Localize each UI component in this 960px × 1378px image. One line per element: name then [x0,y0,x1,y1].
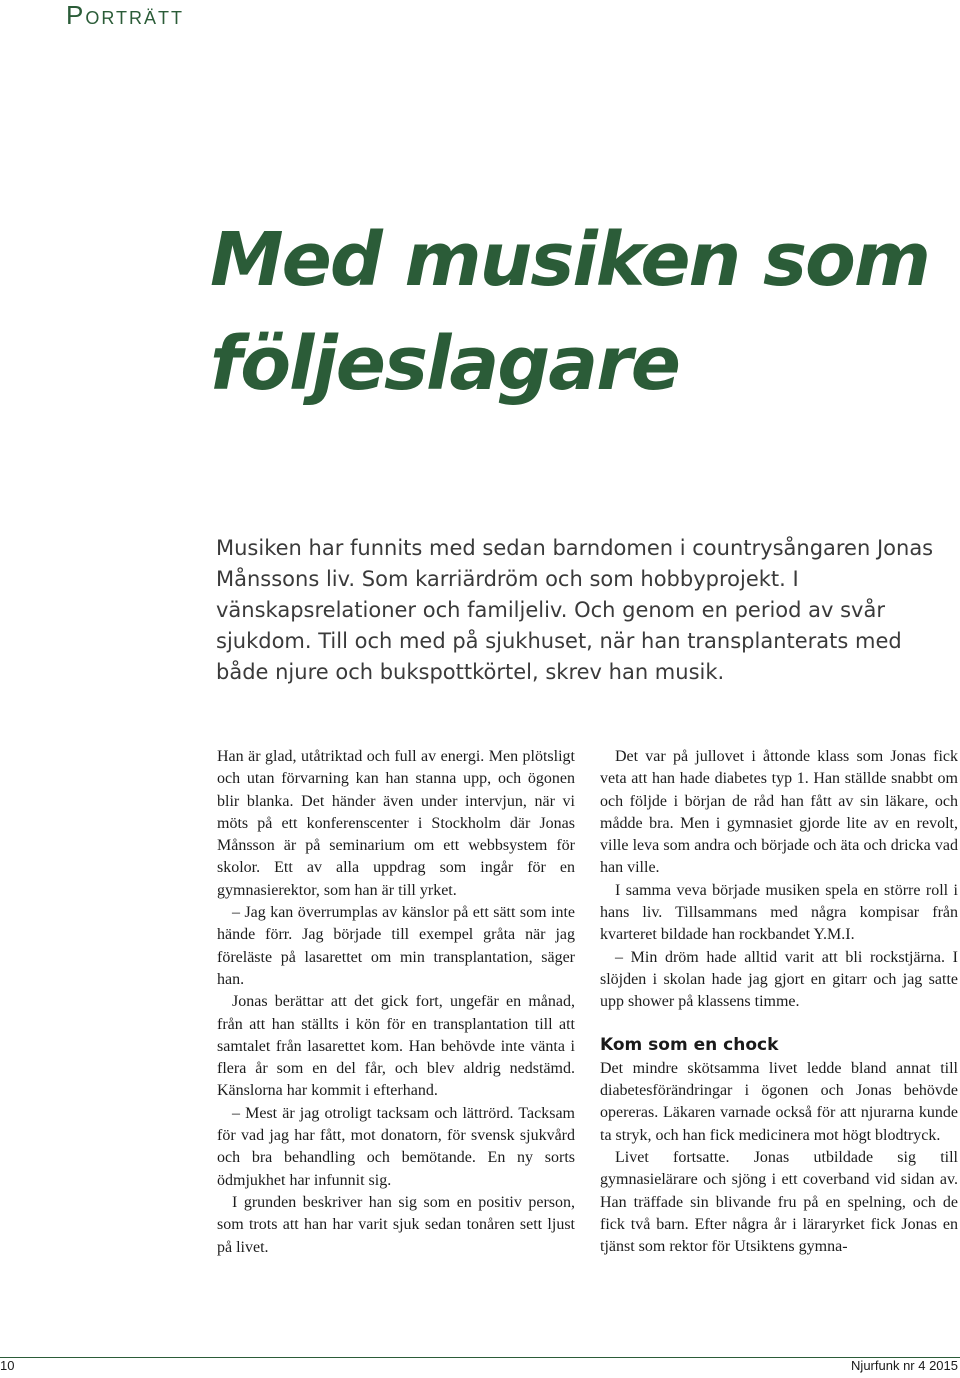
subheading: Kom som en chock [600,1034,779,1055]
body-paragraph: – Min dröm hade alltid varit att bli rockstjärna. I slöjden i skolan hade jag gjort en gitarr och jag satte upp shower på klassens timme. [600,948,958,1011]
body-paragraph: Det var på jullovet i åttonde klass som Jonas fick veta att han hade diabetes typ 1. Han ställde snabbt om och följde i början de råd han fått av sin läkare, och mådde bra. Men i gymnasiet gjorde lite av en revolt, ville leva som andra och började och äta och dricka vad han ville. [600,748,958,877]
body-paragraph: – Jag kan överrumplas av känslor på ett sätt som inte hände förr. Jag började till exempel gråta när jag föreläste på lasarettet om min transplantation, säger han. [217,904,575,988]
body-paragraph: Jonas berättar att det gick fort, ungefär en månad, från att han ställts i kön för en transplantation till att samtalet från lasarettet kom. Han behövde inte vänta i flera år som en del får, och blev aldrig nedstämd. Känslorna har kommit i efterhand. [217,993,575,1100]
article-ingress: Musiken har funnits med sedan barndomen i countrysångaren Jonas Månssons liv. Som karriärdröm och som hobbyprojekt. I vänskapsrelationer och familjeliv. Och genom en period av svår sjukdom. Till och med på sjukhuset, när han transplanterats med både njure och bukspottkörtel, skrev han musik. [216,536,934,684]
body-paragraph: Det mindre skötsamma livet ledde bland annat till diabetesförändringar i ögonen och Jonas behövde opereras. Läkaren varnade också för att njurarna kunde ta stryk, och han fick medicinera mot högt blodtryck. [600,1059,958,1144]
body-paragraph: – Mest är jag otroligt tacksam och lättrörd. Tacksam för vad jag har fått, mot donatorn, för svensk sjukvård och bra behandling och bemötande. En ny sorts ödmjukhet har infunnit sig. [217,1104,575,1189]
body-paragraph: Han är glad, utåtriktad och full av energi. Men plötsligt och utan förvarning kan han stanna upp, och ögonen blir blanka. Det händer även under intervjun, när vi möts på ett konferenscenter i Stockholm där Jonas Månsson är på seminarium om ett webbsystem för skolor. Ett av alla uppdrag som ingår för en gymnasierektor, som han är till yrket. [217,748,575,899]
page-number: 10 [0,1358,15,1373]
article-column-right [600,746,958,1259]
article-title: Med musiken som följeslagare [210,217,929,407]
footer-divider [0,1357,960,1358]
body-paragraph: I samma veva började musiken spela en större roll i hans liv. Tillsammans med några kompisar från kvarteret bildade han rockbandet Y.M.I. [600,881,958,944]
body-paragraph: Livet fortsatte. Jonas utbildade sig till gymnasielärare och sjöng i ett coverband vid sidan av. Han träffade sin blivande fru på en spelning, och de fick två barn. Efter några år i läraryrket fick Jonas en tjänst som rektor för Utsiktens gymna- [600,1149,958,1256]
section-label: Porträtt [66,0,185,30]
article-column-left [217,746,575,1259]
magazine-issue: Njurfunk nr 4 2015 [851,1358,958,1373]
body-paragraph: I grunden beskriver han sig som en positiv person, som trots att han har varit sjuk sedan tonåren sett ljust på livet. [217,1193,575,1256]
